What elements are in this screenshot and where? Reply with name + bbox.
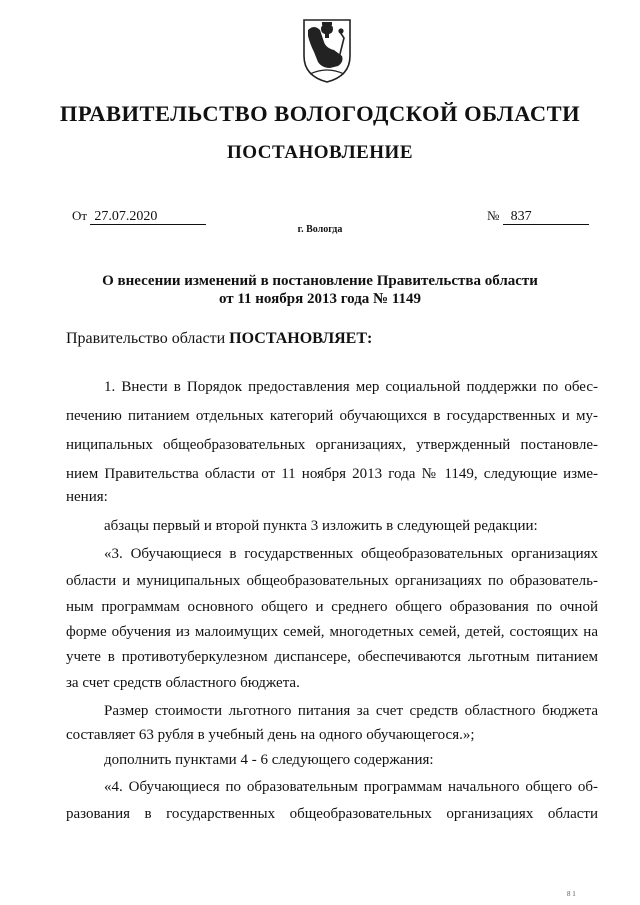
document-number (487, 208, 589, 225)
body-line: учете в противотуберкулезном диспансере, обеспечиваются льготным питанием (66, 649, 598, 665)
body-line: области и муниципальных общеобразовательных организациях по образователь- (66, 573, 598, 589)
body-line: составляет 63 рубля в учебный день на одного обучающегося.»; (66, 727, 475, 743)
document-title (90, 272, 550, 308)
body-line: абзацы первый и второй пункта 3 изложить в следующей редакции: (104, 518, 538, 534)
body-line: дополнить пунктами 4 - 6 следующего содержания: (104, 752, 434, 768)
body-line: за счет средств областного бюджета. (66, 675, 300, 691)
body-line: нения: (66, 489, 108, 505)
body-line: Размер стоимости льготного питания за счет средств областного бюджета (104, 703, 598, 719)
title-line: от 11 ноября 2013 года № 1149 (218, 291, 422, 307)
body-line: 1. Внести в Порядок предоставления мер социальной поддержки по обес- (104, 379, 598, 395)
resolution-keyword: ПОСТАНОВЛЯЕТ: (229, 330, 373, 347)
organization-heading: ПРАВИТЕЛЬСТВО ВОЛОГОДСКОЙ ОБЛАСТИ (59, 101, 581, 126)
vologda-coat-of-arms-icon (300, 16, 354, 84)
resolution-statement (66, 330, 372, 348)
document-date (72, 208, 206, 225)
date-label: От (72, 208, 88, 223)
body-line: ниципальных общеобразовательных организациях, утвержденный постановле- (66, 437, 598, 453)
body-line: ным программам основного общего и среднего общего образования по очной (66, 599, 598, 615)
date-value: 27.07.2020 (90, 209, 206, 225)
footer-mark: 8 1 (567, 890, 576, 898)
body-line: «3. Обучающиеся в государственных общеобразовательных организациях (104, 546, 598, 562)
number-label: № (487, 208, 500, 223)
body-line: разования в государственных общеобразовательных организациях области (66, 806, 598, 822)
body-line: «4. Обучающиеся по образовательным программам начального общего об- (104, 779, 598, 795)
number-value: 837 (503, 209, 589, 225)
body-line: печению питанием отдельных категорий обучающихся в государственных и му- (66, 408, 598, 424)
body-line: нием Правительства области от 11 ноября 2013 года № 1149, следующие изме- (66, 466, 598, 482)
document-type-heading: ПОСТАНОВЛЕНИЕ (226, 142, 414, 163)
resolution-prefix: Правительство области (66, 330, 230, 347)
title-line: О внесении изменений в постановление Правительства области (102, 273, 538, 289)
body-line: форме обучения из малоимущих семей, многодетных семей, детей, состоящих на (66, 624, 598, 640)
city-label: г. Вологда (297, 224, 343, 235)
